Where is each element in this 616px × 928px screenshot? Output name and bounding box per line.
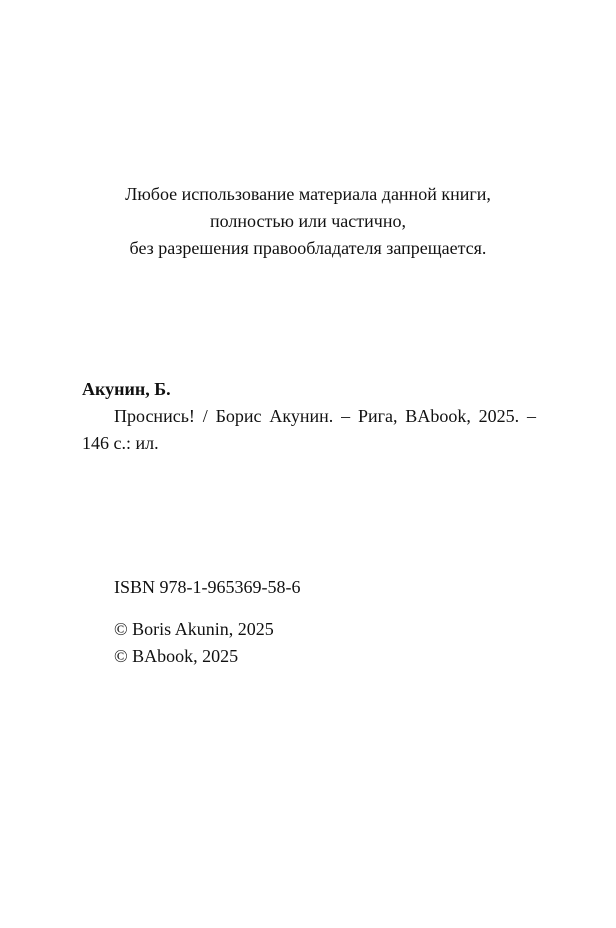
copyright-line: © BAbook, 2025 — [114, 646, 239, 666]
bib-author: Акунин, Б. — [82, 379, 171, 399]
rights-notice-line: полностью или частично, — [210, 211, 406, 231]
rights-notice-line: без разрешения правообладателя запрещается. — [129, 238, 487, 258]
isbn-number: ISBN 978-1-965369-58-6 — [114, 577, 301, 597]
bibliographic-record — [82, 376, 536, 457]
copyright-line: © Boris Akunin, 2025 — [114, 619, 274, 639]
copyright-block — [114, 616, 274, 670]
rights-notice-line: Любое использование материала данной книги, — [125, 184, 491, 204]
bib-description: Проснись! / Борис Акунин. – Рига, BAbook, 2025. – 146 с.: ил. — [82, 406, 536, 453]
rights-notice — [0, 181, 616, 262]
